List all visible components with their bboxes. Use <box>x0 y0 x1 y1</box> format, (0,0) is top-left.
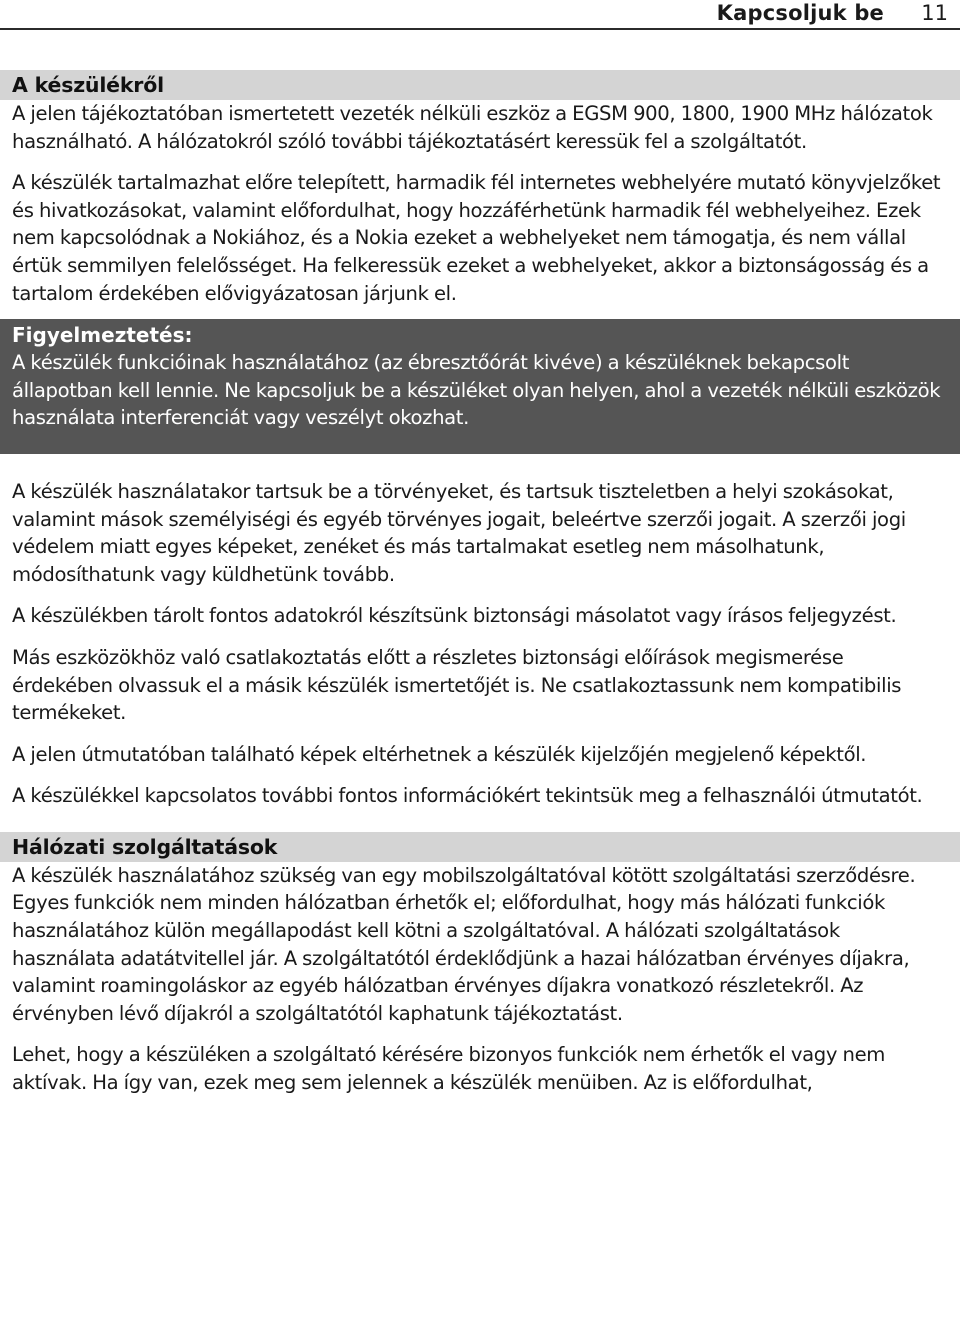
paragraph-network-bands: A jelen tájékoztatóban ismertetett vezeték nélküli eszköz a EGSM 900, 1800, 1900 MHz hálózatok használható. A hálózatokról szóló további tájékoztatásért keressük fel a szolgáltatót. <box>12 102 933 153</box>
paragraph-user-guide: A készülékkel kapcsolatos további fontos információkért tekintsük meg a felhasználói útmutatót. <box>12 784 923 808</box>
page-header <box>0 0 960 30</box>
section-heading-network-services: Hálózati szolgáltatások <box>0 832 960 862</box>
paragraph-backup: A készülékben tárolt fontos adatokról készítsünk biztonsági másolatot vagy írásos feljegyzést. <box>12 604 897 628</box>
chapter-title: Kapcsoljuk be <box>716 1 884 25</box>
page-number: 11 <box>921 1 948 25</box>
paragraph-third-party-sites: A készülék tartalmazhat előre telepített, harmadik fél internetes webhelyére mutató könyvjelzőket és hivatkozásokat, valamint előfordulhat, hogy hozzáférhetünk harmadik fél webhelyeihez. Ezek nem kapcsolódnak a Nokiához, és a Nokia ezeket a webhelyeket nem támogatja, és nem vállal értük semmilyen felelősséget. Ha felkeressük ezeket a webhelyeket, akkor a biztonságosság és a tartalom érdekében elővigyázatosan járjunk el. <box>12 171 941 305</box>
warning-text: A készülék funkcióinak használatához (az ébresztőórát kivéve) a készüléknek bekapcsolt állapotban kell lennie. Ne kapcsoljuk be a készüléket olyan helyen, ahol a vezeték nélküli eszközök használata interferenciát vagy veszélyt okozhat. <box>12 351 941 430</box>
paragraph-images-differ: A jelen útmutatóban található képek eltérhetnek a készülék kijelzőjén megjelenő képektől. <box>12 742 867 766</box>
paragraph-laws-copyright: A készülék használatakor tartsuk be a törvényeket, és tartsuk tiszteletben a helyi szokásokat, valamint mások személyiségi és egyéb törvényes jogait, beleértve szerzői jogait. A szerzői jogi védelem miatt egyes képeket, zenéket és más tartalmakat esetleg nem másolhatunk, módosíthatunk vagy küldhetünk tovább. <box>12 479 906 586</box>
section-heading-about: A készülékről <box>0 70 960 100</box>
page-content <box>0 70 960 1097</box>
warning-title: Figyelmeztetés: <box>12 323 193 348</box>
warning-box <box>0 319 960 454</box>
paragraph-disabled-features: Lehet, hogy a készüléken a szolgáltató kérésére bizonyos funkciók nem érhetők el vagy nem aktívak. Ha így van, ezek meg sem jelennek a készülék menüiben. Az is előfordulhat, <box>12 1043 886 1095</box>
header-divider <box>0 28 960 30</box>
paragraph-service-agreement: A készülék használatához szükség van egy mobilszolgáltatóval kötött szolgáltatási szerződésre. Egyes funkciók nem minden hálózatban érhetők el; előfordulhat, hogy más hálózati funkciók használatához külön megállapodást kell kötni a szolgáltatóval. A hálózati szolgáltatások használata adatátvitellel jár. A szolgáltatótól érdeklődjünk a hazai hálózatban érvényes díjakra, valamint roamingoláskor az egyéb hálózatban érvényes díjakra vonatkozó részletekről. Az érvényben lévő díjakról a szolgáltatótól kaphatunk tájékoztatást. <box>12 863 916 1025</box>
paragraph-connecting-devices: Más eszközökhöz való csatlakoztatás előtt a részletes biztonsági előírások megismerése érdekében olvassuk el a másik készülék ismertetőjét is. Ne csatlakoztassunk nem kompatibilis termékeket. <box>12 645 902 725</box>
